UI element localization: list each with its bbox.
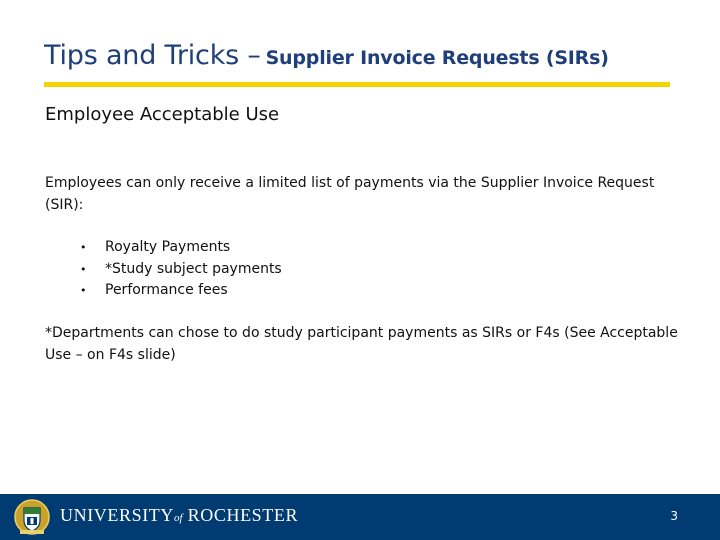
bullet-icon: • xyxy=(80,284,87,297)
footnote-paragraph: *Departments can chose to do study participant payments as SIRs or F4s (See Acceptable Use – on F4s slide) xyxy=(45,325,678,363)
slide-title xyxy=(44,40,609,71)
page-number: 3 xyxy=(670,509,678,523)
list-item xyxy=(80,259,282,281)
list-item-label: Performance fees xyxy=(105,282,228,298)
university-seal-icon xyxy=(14,497,50,537)
title-underline xyxy=(44,82,670,87)
bullet-icon: • xyxy=(80,262,87,276)
list-item xyxy=(80,237,282,259)
list-item-label: Royalty Payments xyxy=(105,239,231,255)
wordmark-of: of xyxy=(174,512,183,524)
university-wordmark xyxy=(60,505,298,526)
slide-subtitle: Employee Acceptable Use xyxy=(45,104,280,125)
intro-paragraph: Employees can only receive a limited list of payments via the Supplier Invoice Request (SIR): xyxy=(45,175,655,213)
list-item-label: *Study subject payments xyxy=(105,260,282,277)
payment-types-list xyxy=(80,237,282,302)
slide-title-light: Tips and Tricks – xyxy=(44,40,261,71)
slide-title-bold: Supplier Invoice Requests (SIRs) xyxy=(265,47,609,69)
list-item xyxy=(80,280,282,302)
slide-footer xyxy=(0,494,720,540)
wordmark-city: ROCHESTER xyxy=(187,505,299,525)
bullet-icon: • xyxy=(80,241,87,254)
wordmark-university: UNIVERSITY xyxy=(60,505,174,525)
